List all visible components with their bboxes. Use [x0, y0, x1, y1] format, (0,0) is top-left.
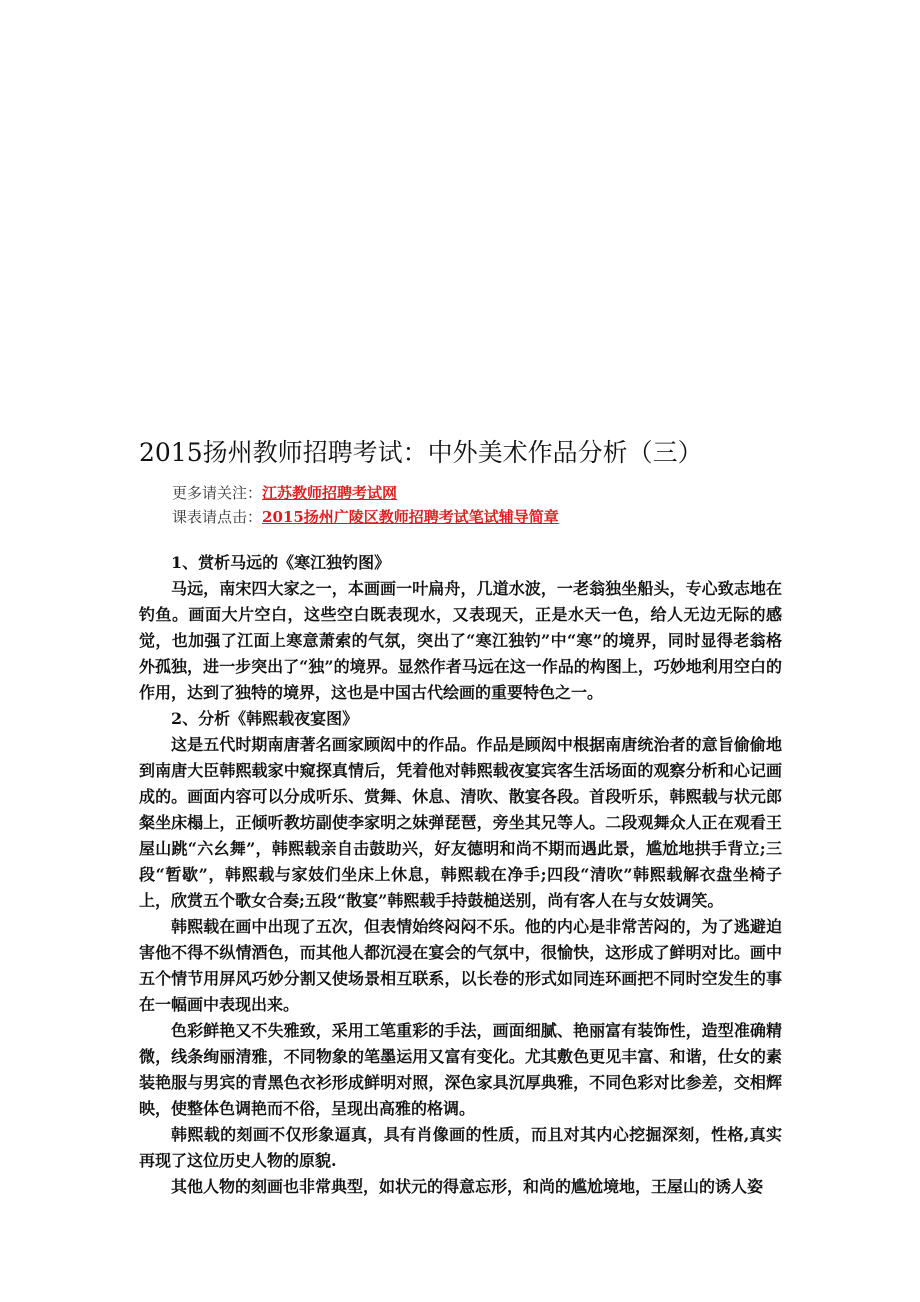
course-line: [172, 506, 559, 528]
course-prefix: 课表请点击：: [172, 508, 263, 526]
page-title: 2015扬州教师招聘考试：中外美术作品分析（三）: [139, 438, 703, 467]
section-heading-1: 1、赏析马远的《寒江独钓图》: [171, 553, 391, 572]
paragraph: 韩熙载的刻画不仅形象逼真，具有肖像画的性质，而且对其内心挖掘深刻，性格,真实再现了这位历史人物的原貌.: [139, 1125, 782, 1170]
paragraph: 其他人物的刻画也非常典型，如状元的得意忘形，和尚的尴尬境地，王屋山的诱人姿: [171, 1177, 764, 1196]
paragraph: 色彩鲜艳又不失雅致，采用工笔重彩的手法，画面细腻、艳丽富有装饰性，造型准确精微，线条绚丽清雅，不同物象的笔墨运用又富有变化。尤其敷色更见丰富、和谐，仕女的素装艳服与男宾的青黑色衣衫形成鲜明对照，深色家具沉厚典雅，不同色彩对比参差，交相辉映，使整体色调艳而不俗，呈现出高雅的格调。: [139, 1021, 782, 1118]
article-body: [139, 550, 782, 1200]
follow-line: [172, 482, 397, 504]
paragraph: 韩熙载在画中出现了五次，但表情始终闷闷不乐。他的内心是非常苦闷的，为了逃避迫害他不得不纵情酒色，而其他人都沉浸在宴会的气氛中，很愉快，这形成了鲜明对比。画中五个情节用屏风巧妙分割又使场景相互联系，以长卷的形式如同连环画把不同时空发生的事在一幅画中表现出来。: [139, 917, 782, 1014]
course-link[interactable]: 2015扬州广陵区教师招聘考试笔试辅导简章: [262, 508, 559, 526]
paragraph: 马远，南宋四大家之一，本画画一叶扁舟，几道水波，一老翁独坐船头，专心致志地在钓鱼。画面大片空白，这些空白既表现水，又表现天，正是水天一色，给人无边无际的感觉，也加强了江面上寒意萧索的气氛，突出了“寒江独钓”中“寒”的境界，同时显得老翁格外孤独，进一步突出了“独”的境界。显然作者马远在这一作品的构图上，巧妙地利用空白的作用，达到了独特的境界，这也是中国古代绘画的重要特色之一。: [139, 579, 782, 702]
paragraph: 这是五代时期南唐著名画家顾闳中的作品。作品是顾闳中根据南唐统治者的意旨偷偷地到南唐大臣韩熙载家中窥探真情后，凭着他对韩熙载夜宴宾客生活场面的观察分析和心记画成的。画面内容可以分成听乐、赏舞、休息、清吹、散宴各段。首段听乐，韩熙载与状元郎粲坐床榻上，正倾听教坊副使李家明之妹弹琵琶，旁坐其兄等人。二段观舞众人正在观看王屋山跳“六幺舞”，韩熙载亲自击鼓助兴，好友德明和尚不期而遇此景，尴尬地拱手背立;三段“暂歇”，韩熙载与家妓们坐床上休息，韩熙载在净手;四段“清吹”韩熙载解衣盘坐椅子上，欣赏五个歌女合奏;五段“散宴”韩熙载手持鼓槌送别，尚有客人在与女妓调笑。: [139, 735, 782, 910]
section-heading-2: 2、分析《韩熙载夜宴图》: [171, 709, 359, 728]
follow-prefix: 更多请关注：: [172, 484, 263, 502]
follow-link[interactable]: 江苏教师招聘考试网: [262, 484, 398, 502]
